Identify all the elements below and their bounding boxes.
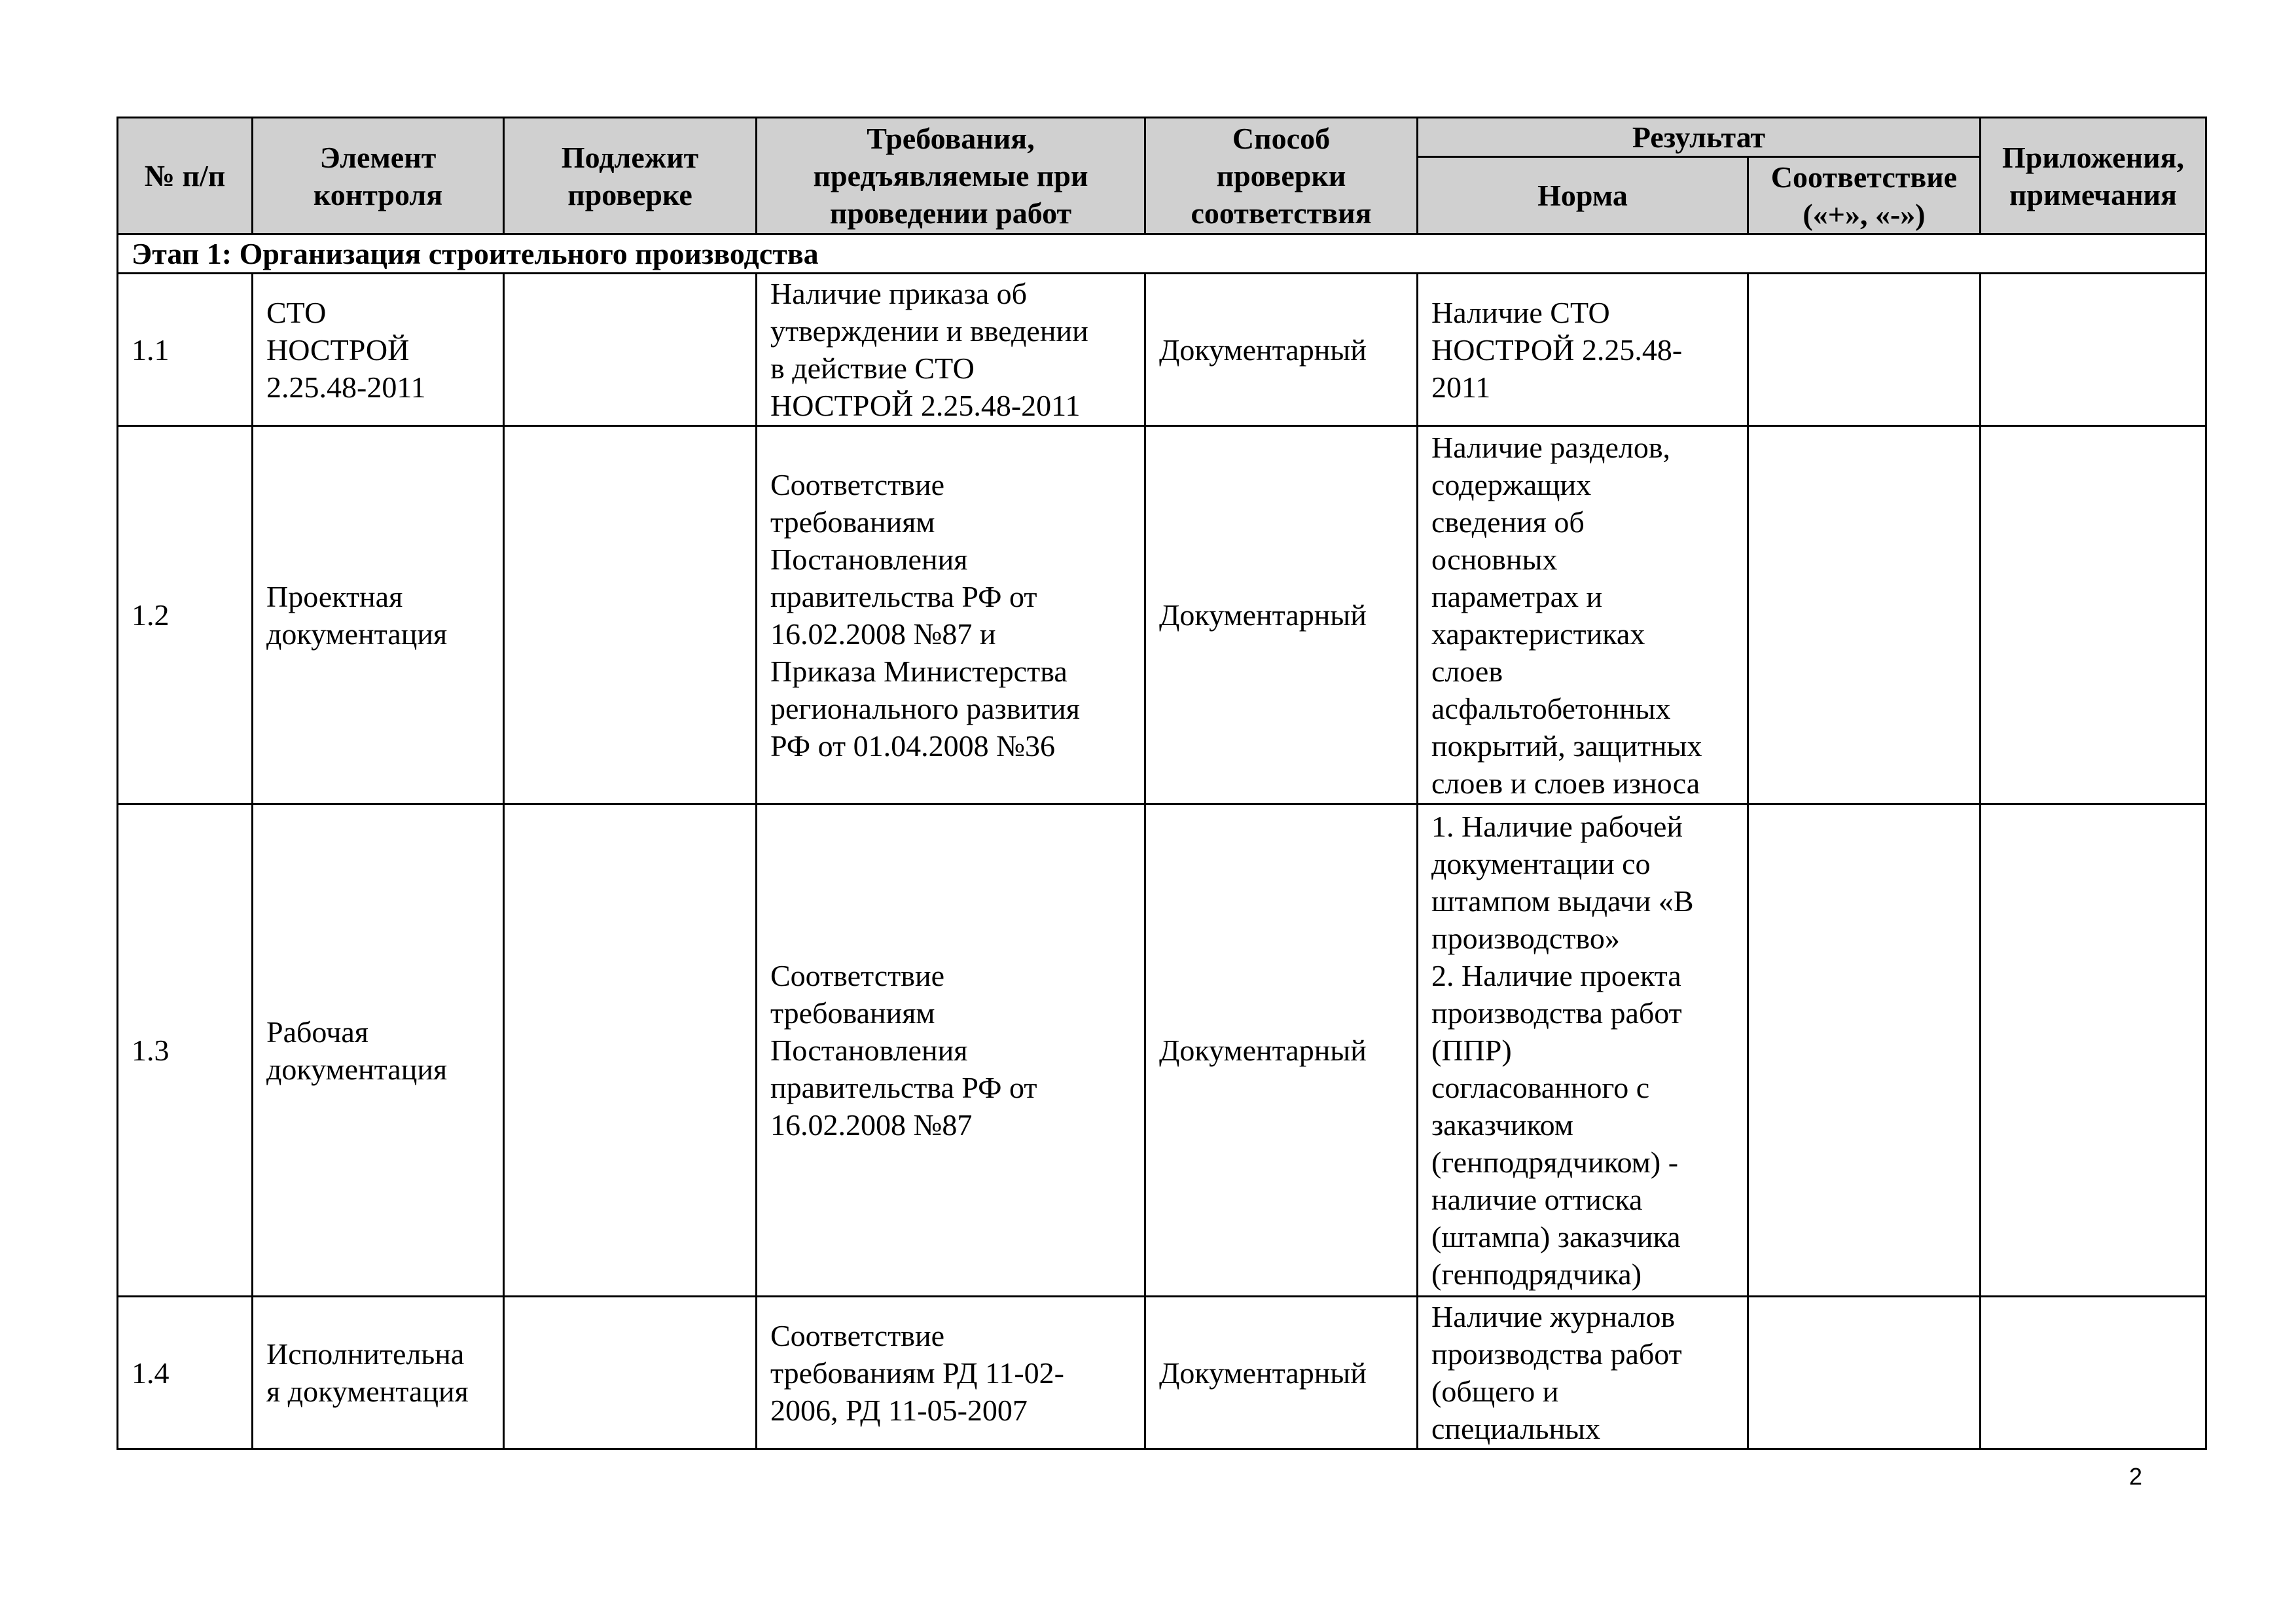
header-norm: Норма <box>1418 157 1748 234</box>
header-method: Способ проверки соответствия <box>1145 118 1418 234</box>
row-subject <box>504 274 757 426</box>
stage-row <box>118 234 2206 274</box>
row-norm: Наличие разделов, содержащих сведения об основных параметрах и характеристиках слоев асфальтобетонных покрытий, защитных слоев и слоев износа <box>1418 426 1748 804</box>
row-element: Рабочая документация <box>253 804 504 1297</box>
header-subject: Подлежит проверке <box>504 118 757 234</box>
row-compliance <box>1748 274 1981 426</box>
row-notes <box>1981 804 2206 1297</box>
row-notes <box>1981 1297 2206 1449</box>
row-norm: 1. Наличие рабочей документации со штампом выдачи «В производство» 2. Наличие проекта производства работ (ППР) согласованного с заказчиком (генподрядчиком) - наличие оттиска (штампа) заказчика (генподрядчика) <box>1418 804 1748 1297</box>
header-compliance: Соответствие («+», «-») <box>1748 157 1981 234</box>
row-compliance <box>1748 426 1981 804</box>
row-notes <box>1981 426 2206 804</box>
table-header <box>118 118 2206 234</box>
row-requirements: Соответствие требованиям Постановления правительства РФ от 16.02.2008 №87 и Приказа Министерства регионального развития РФ от 01.04.2008 №36 <box>757 426 1145 804</box>
row-method: Документарный <box>1145 426 1418 804</box>
row-num: 1.3 <box>118 804 253 1297</box>
header-num: № п/п <box>118 118 253 234</box>
header-notes: Приложения, примечания <box>1981 118 2206 234</box>
row-norm: Наличие журналов производства работ (общего и специальных <box>1418 1297 1748 1449</box>
row-norm: Наличие СТО НОСТРОЙ 2.25.48- 2011 <box>1418 274 1748 426</box>
row-requirements: Наличие приказа об утверждении и введении в действие СТО НОСТРОЙ 2.25.48-2011 <box>757 274 1145 426</box>
row-subject <box>504 426 757 804</box>
header-element: Элемент контроля <box>253 118 504 234</box>
row-method: Документарный <box>1145 1297 1418 1449</box>
row-num: 1.2 <box>118 426 253 804</box>
table-body <box>118 234 2206 1449</box>
row-requirements: Соответствие требованиям Постановления правительства РФ от 16.02.2008 №87 <box>757 804 1145 1297</box>
row-subject <box>504 804 757 1297</box>
row-num: 1.4 <box>118 1297 253 1449</box>
table-row <box>118 804 2206 1297</box>
stage-title: Этап 1: Организация строительного производства <box>118 234 2206 274</box>
row-element: Проектная документация <box>253 426 504 804</box>
row-compliance <box>1748 1297 1981 1449</box>
row-method: Документарный <box>1145 804 1418 1297</box>
row-subject <box>504 1297 757 1449</box>
table-row <box>118 274 2206 426</box>
page-number: 2 <box>2128 1463 2143 1490</box>
row-element: СТО НОСТРОЙ 2.25.48-2011 <box>253 274 504 426</box>
header-requirements: Требования, предъявляемые при проведении работ <box>757 118 1145 234</box>
row-num: 1.1 <box>118 274 253 426</box>
table-row <box>118 1297 2206 1449</box>
row-requirements: Соответствие требованиям РД 11-02- 2006, РД 11-05-2007 <box>757 1297 1145 1449</box>
inspection-table <box>117 117 2207 1450</box>
row-notes <box>1981 274 2206 426</box>
row-compliance <box>1748 804 1981 1297</box>
table-row <box>118 426 2206 804</box>
header-result: Результат <box>1418 118 1981 157</box>
row-method: Документарный <box>1145 274 1418 426</box>
row-element: Исполнительна я документация <box>253 1297 504 1449</box>
